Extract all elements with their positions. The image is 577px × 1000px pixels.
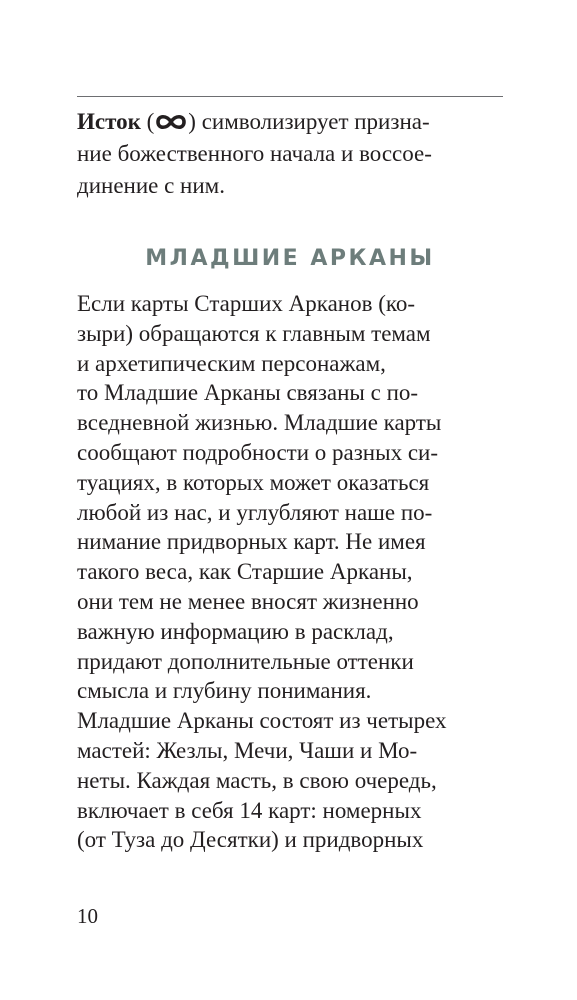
page-number: 10 xyxy=(77,904,98,928)
intro-line-1-rest: ) символизирует призна- xyxy=(188,109,430,134)
body-line: Если карты Старших Арканов (ко- xyxy=(77,291,416,316)
intro-line-3: динение с ним. xyxy=(77,173,225,198)
intro-paragraph xyxy=(77,106,517,202)
body-line: сообщают подробности о разных си- xyxy=(77,439,438,465)
body-line: Младшие Арканы состоят из четырех xyxy=(77,708,447,734)
body-line: (от Туза до Десятки) и придворных xyxy=(77,827,424,853)
body-line: они тем не менее вносят жизненно xyxy=(77,588,419,614)
body-line: то Младшие Арканы связаны с по- xyxy=(77,380,419,406)
intro-line-2: ние божественного начала и воссое- xyxy=(77,141,432,166)
top-rule xyxy=(77,96,503,97)
body-line: неты. Каждая масть, в свою очередь, xyxy=(77,767,437,793)
section-body xyxy=(77,289,517,855)
infinity-icon xyxy=(154,109,188,129)
body-line: важную информацию в расклад, xyxy=(77,618,394,644)
body-line: такого веса, как Старшие Арканы, xyxy=(77,559,413,585)
body-line: туациях, в которых может оказаться xyxy=(77,469,430,495)
body-line: придают дополнительные оттенки xyxy=(77,648,414,674)
body-line: включает в себя 14 карт: номерных xyxy=(77,797,422,823)
body-line: нимание придворных карт. Не имея xyxy=(77,529,426,555)
body-line: любой из нас, и углубляют наше по- xyxy=(77,499,433,525)
intro-open-paren: ( xyxy=(140,109,155,134)
body-line: и архетипическим персонажам, xyxy=(77,350,386,376)
body-line: смысла и глубину понимания. xyxy=(77,678,372,704)
body-line: зыри) обращаются к главным темам xyxy=(77,320,431,346)
intro-line-1 xyxy=(77,109,430,134)
body-line: вседневной жизнью. Младшие карты xyxy=(77,410,442,436)
section-heading: МЛАДШИЕ АРКАНЫ xyxy=(145,246,435,271)
intro-term: Исток xyxy=(77,109,141,134)
body-line: мастей: Жезлы, Мечи, Чаши и Мо- xyxy=(77,737,418,763)
